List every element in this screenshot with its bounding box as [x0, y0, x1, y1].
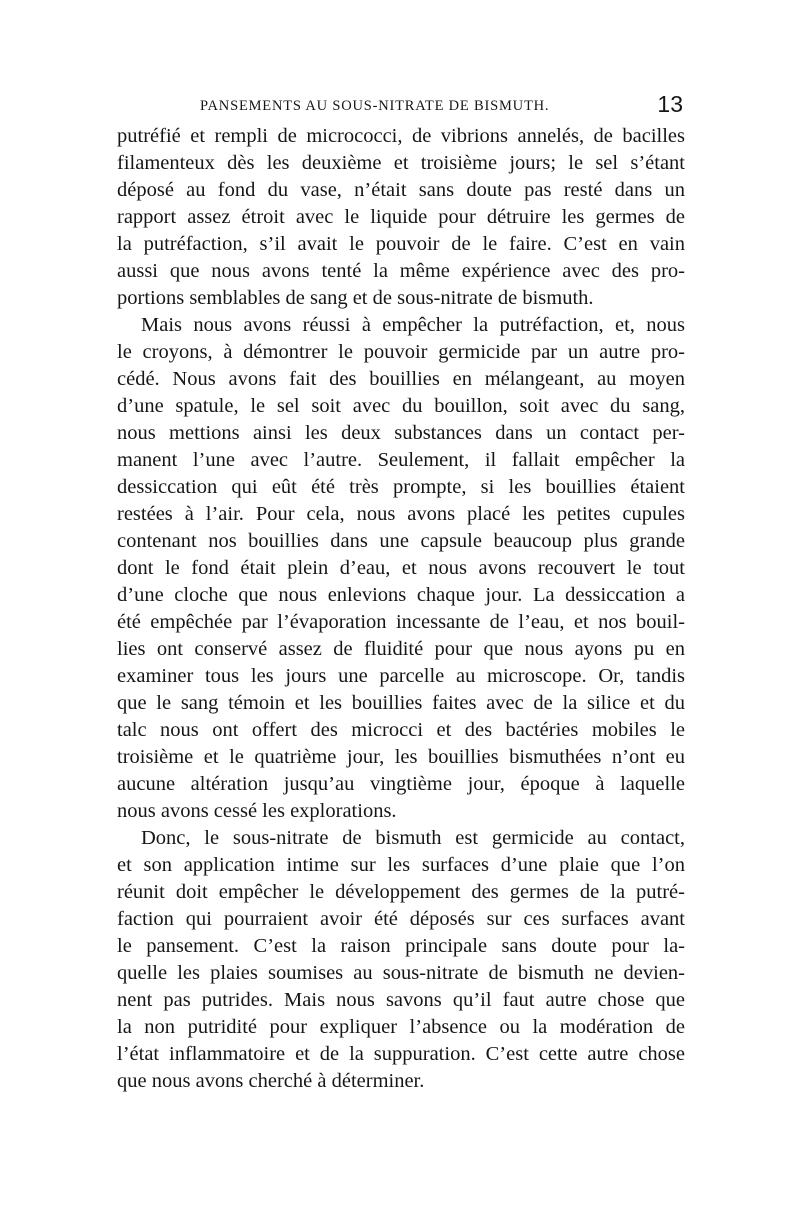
text-line: filamenteux dès les deuxième et troisième jours; le sel s’étant — [117, 152, 685, 174]
text-line: faction qui pourraient avoir été déposés sur ces surfaces avant — [117, 908, 685, 930]
text-line: putréfié et rempli de micrococci, de vibrions annelés, de bacilles — [117, 125, 685, 147]
text-line: quelle les plaies soumises au sous-nitrate de bismuth ne devien- — [117, 962, 685, 984]
page-number: 13 — [657, 91, 683, 117]
paragraph-3 — [117, 825, 685, 1095]
text-line: contenant nos bouillies dans une capsule beaucoup plus grande — [117, 530, 685, 552]
paragraph-1 — [117, 123, 685, 312]
text-line: troisième et le quatrième jour, les bouillies bismuthées n’ont eu — [117, 746, 685, 768]
text-line: examiner tous les jours une parcelle au microscope. Or, tandis — [117, 665, 685, 687]
text-line: la non putridité pour expliquer l’absence ou la modération de — [117, 1016, 685, 1038]
text-line: aussi que nous avons tenté la même expérience avec des pro- — [117, 260, 685, 282]
text-line: que le sang témoin et les bouillies faites avec de la silice et du — [117, 692, 685, 714]
text-line: le croyons, à démontrer le pouvoir germicide par un autre pro- — [117, 341, 685, 363]
text-line: aucune altération jusqu’au vingtième jour, époque à laquelle — [117, 773, 685, 795]
text-line: cédé. Nous avons fait des bouillies en mélangeant, au moyen — [117, 368, 685, 390]
text-line: Donc, le sous-nitrate de bismuth est germicide au contact, — [141, 827, 685, 849]
paragraph-2 — [117, 312, 685, 825]
text-line: d’une spatule, le sel soit avec du bouillon, soit avec du sang, — [117, 395, 685, 417]
text-line: talc nous ont offert des microcci et des bactéries mobiles le — [117, 719, 685, 741]
text-line: le pansement. C’est la raison principale sans doute pour la- — [117, 935, 685, 957]
text-line: restées à l’air. Pour cela, nous avons placé les petites cupules — [117, 503, 685, 525]
text-line: et son application intime sur les surfaces d’une plaie que l’on — [117, 854, 685, 876]
text-line: nous mettions ainsi les deux substances dans un contact per- — [117, 422, 685, 444]
running-title: PANSEMENTS AU SOUS-NITRATE DE BISMUTH. — [200, 98, 550, 114]
text-line: été empêchée par l’évaporation incessante de l’eau, et nos bouil- — [117, 611, 685, 633]
text-line: portions semblables de sang et de sous-nitrate de bismuth. — [117, 287, 594, 309]
text-line: d’une cloche que nous enlevions chaque jour. La dessiccation a — [117, 584, 685, 606]
text-line: la putréfaction, s’il avait le pouvoir de le faire. C’est en vain — [117, 233, 685, 255]
text-line: Mais nous avons réussi à empêcher la putréfaction, et, nous — [141, 314, 685, 336]
text-line: dont le fond était plein d’eau, et nous avons recouvert le tout — [117, 557, 685, 579]
text-line: dessiccation qui eût été très prompte, si les bouillies étaient — [117, 476, 685, 498]
text-line: l’état inflammatoire et de la suppuration. C’est cette autre chose — [117, 1043, 685, 1065]
page-header — [117, 93, 685, 121]
text-line: que nous avons cherché à déterminer. — [117, 1070, 425, 1092]
text-line: nous avons cessé les explorations. — [117, 800, 397, 822]
body-text — [117, 123, 685, 1095]
text-line: déposé au fond du vase, n’était sans doute pas resté dans un — [117, 179, 685, 201]
text-line: rapport assez étroit avec le liquide pour détruire les germes de — [117, 206, 685, 228]
text-line: réunit doit empêcher le développement des germes de la putré- — [117, 881, 685, 903]
text-line: manent l’une avec l’autre. Seulement, il fallait empêcher la — [117, 449, 685, 471]
text-line: nent pas putrides. Mais nous savons qu’il faut autre chose que — [117, 989, 685, 1011]
text-line: lies ont conservé assez de fluidité pour que nous ayons pu en — [117, 638, 685, 660]
